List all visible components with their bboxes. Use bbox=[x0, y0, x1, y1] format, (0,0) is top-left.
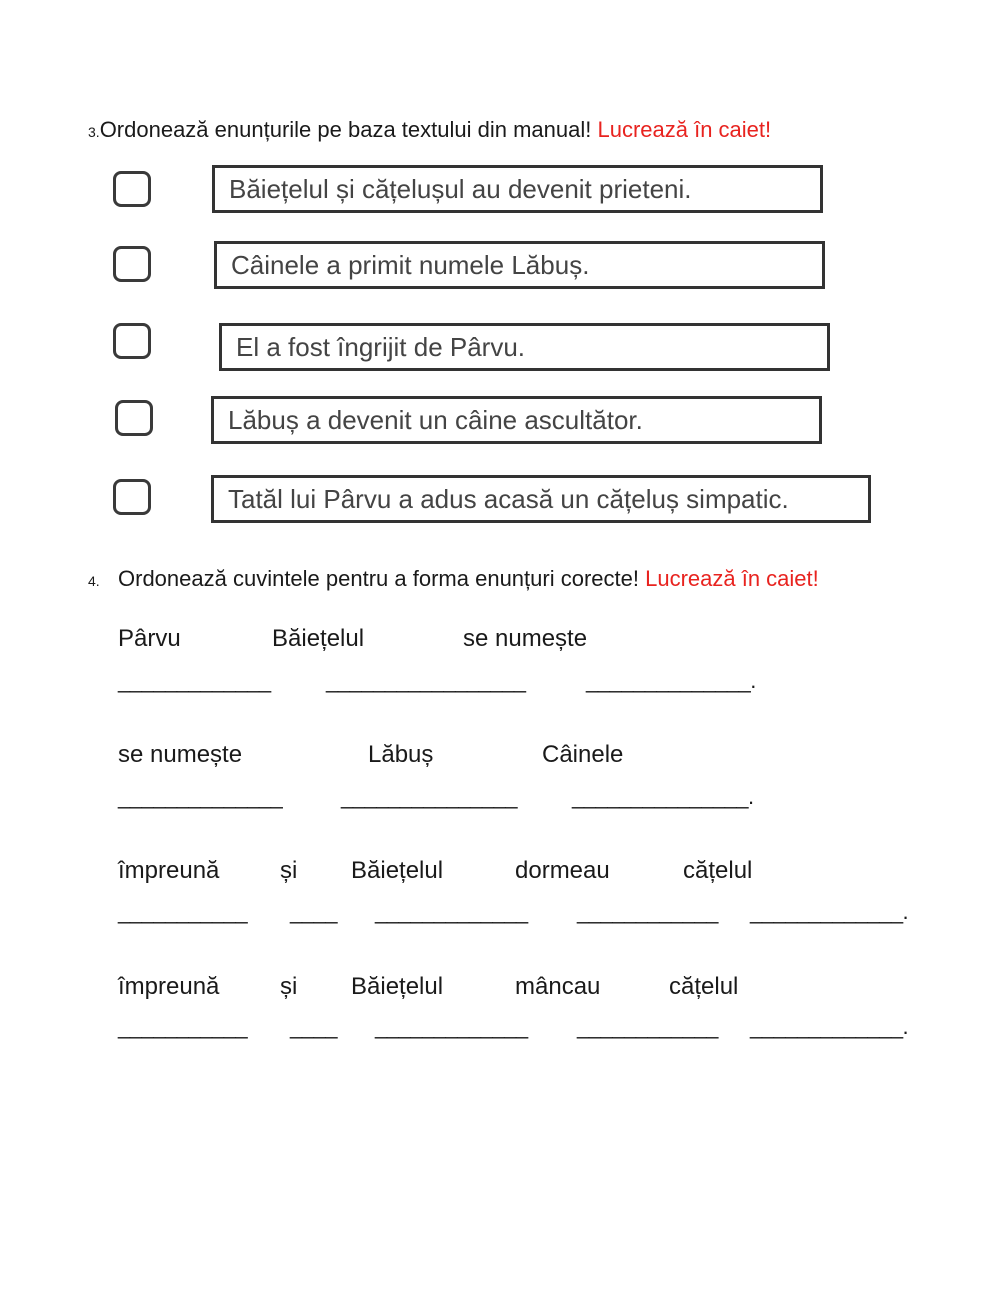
blank-4-1[interactable]: ___________ bbox=[118, 1014, 248, 1039]
task4-note: Lucrează în caiet! bbox=[645, 566, 819, 591]
word-1-2[interactable]: Băiețelul bbox=[272, 625, 365, 652]
task3-title bbox=[88, 117, 771, 143]
order-checkbox-4[interactable] bbox=[115, 400, 153, 436]
task3-instruction: Ordonează enunțurile pe baza textului din manual! bbox=[99, 117, 592, 142]
blank-3-2[interactable]: ____ bbox=[290, 899, 337, 924]
blank-1-2[interactable]: _________________ bbox=[326, 668, 526, 693]
word-2-1[interactable]: se numește bbox=[118, 741, 243, 768]
word-4-1[interactable]: împreună bbox=[118, 973, 220, 1000]
blank-2-1[interactable]: ______________ bbox=[118, 784, 283, 809]
task4-instruction-line bbox=[118, 566, 819, 592]
order-checkbox-1[interactable] bbox=[113, 171, 151, 207]
blank-4-2[interactable]: ____ bbox=[290, 1014, 337, 1039]
word-3-4[interactable]: dormeau bbox=[515, 857, 610, 884]
word-4-2[interactable]: și bbox=[280, 973, 298, 1000]
word-3-3[interactable]: Băiețelul bbox=[351, 857, 444, 884]
blank-3-4[interactable]: ____________ bbox=[577, 899, 718, 924]
order-checkbox-3[interactable] bbox=[113, 323, 151, 359]
blank-1-3[interactable]: ______________. bbox=[586, 668, 756, 693]
blank-2-2[interactable]: _______________ bbox=[341, 784, 518, 809]
blank-4-3[interactable]: _____________ bbox=[375, 1014, 528, 1039]
word-4-4[interactable]: mâncau bbox=[515, 973, 601, 1000]
sentence-box-5[interactable]: Tatăl lui Pârvu a adus acasă un cățeluș simpatic. bbox=[211, 475, 871, 523]
word-4-5[interactable]: cățelul bbox=[669, 973, 739, 1000]
word-1-3[interactable]: se numește bbox=[463, 625, 588, 652]
task3-number: 3. bbox=[88, 124, 100, 140]
blank-4-5[interactable]: _____________. bbox=[750, 1014, 909, 1039]
sentence-box-1[interactable]: Băiețelul și cățelușul au devenit prieteni. bbox=[212, 165, 823, 213]
blank-4-4[interactable]: ____________ bbox=[577, 1014, 718, 1039]
sentence-box-3[interactable]: El a fost îngrijit de Pârvu. bbox=[219, 323, 830, 371]
task4-title bbox=[88, 566, 100, 592]
task3-note: Lucrează în caiet! bbox=[597, 117, 772, 142]
sentence-box-4[interactable]: Lăbuș a devenit un câine ascultător. bbox=[211, 396, 822, 444]
word-1-1[interactable]: Pârvu bbox=[118, 625, 181, 652]
blank-3-5[interactable]: _____________. bbox=[750, 899, 909, 924]
word-3-2[interactable]: și bbox=[280, 857, 298, 884]
task4-number: 4. bbox=[88, 573, 100, 589]
sentence-box-2[interactable]: Câinele a primit numele Lăbuș. bbox=[214, 241, 825, 289]
order-checkbox-5[interactable] bbox=[113, 479, 151, 515]
word-3-5[interactable]: cățelul bbox=[683, 857, 753, 884]
word-4-3[interactable]: Băiețelul bbox=[351, 973, 444, 1000]
blank-3-3[interactable]: _____________ bbox=[375, 899, 528, 924]
word-2-3[interactable]: Câinele bbox=[542, 741, 624, 768]
word-2-2[interactable]: Lăbuș bbox=[368, 741, 434, 768]
task4-instruction: Ordonează cuvintele pentru a forma enunțuri corecte! bbox=[118, 566, 639, 591]
blank-3-1[interactable]: ___________ bbox=[118, 899, 248, 924]
blank-1-1[interactable]: _____________ bbox=[118, 668, 271, 693]
word-3-1[interactable]: împreună bbox=[118, 857, 220, 884]
order-checkbox-2[interactable] bbox=[113, 246, 151, 282]
blank-2-3[interactable]: _______________. bbox=[572, 784, 754, 809]
